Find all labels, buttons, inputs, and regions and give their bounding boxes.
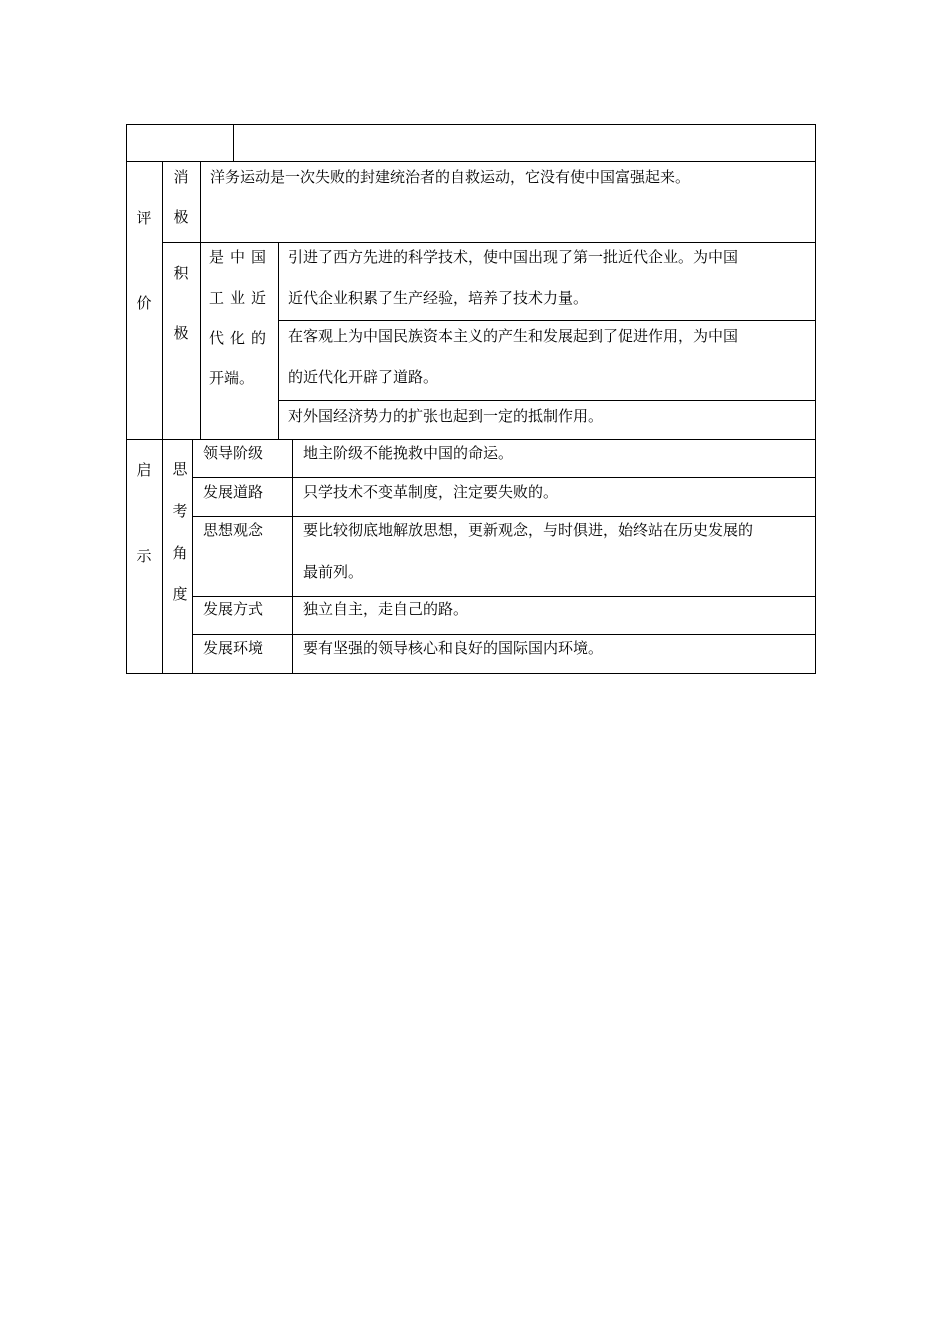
negative-label-char: 极 xyxy=(173,208,189,226)
positive-point-line: 的近代化开辟了道路。 xyxy=(288,368,439,386)
positive-label-char: 积 xyxy=(173,264,189,282)
aspect-text: 独立自主，走自己的路。 xyxy=(303,600,469,618)
aspect-label: 发展道路 xyxy=(203,483,264,501)
positive-point-line: 近代企业积累了生产经验，培养了技术力量。 xyxy=(288,289,589,307)
aspect-text: 只学技术不变革制度，注定要失败的。 xyxy=(303,483,559,501)
aspect-text: 要比较彻底地解放思想，更新观念，与时俱进，始终站在历史发展的 xyxy=(303,521,754,539)
positive-summary-line: 开端。 xyxy=(209,369,255,387)
angle-label-char: 度 xyxy=(172,585,188,603)
aspect-text: 地主阶级不能挽救中国的命运。 xyxy=(303,444,514,462)
angle-label-char: 角 xyxy=(172,544,188,562)
aspect-text: 要有坚强的领导核心和良好的国际国内环境。 xyxy=(303,639,604,657)
positive-point-line: 引进了西方先进的科学技术，使中国出现了第一批近代企业。为中国 xyxy=(288,248,739,266)
inspiration-label-char: 示 xyxy=(136,547,152,565)
aspect-label: 思想观念 xyxy=(203,521,264,539)
negative-text: 洋务运动是一次失败的封建统治者的自救运动，它没有使中国富强起来。 xyxy=(210,168,691,186)
inspiration-label-char: 启 xyxy=(136,461,152,479)
aspect-label: 发展环境 xyxy=(203,639,264,657)
positive-label-char: 极 xyxy=(173,324,189,342)
evaluation-label-char: 价 xyxy=(136,294,152,312)
positive-summary-line: 工业近 xyxy=(209,289,273,307)
positive-summary-line: 代化的 xyxy=(209,329,273,347)
evaluation-label-char: 评 xyxy=(136,209,152,227)
negative-label-char: 消 xyxy=(173,168,189,186)
angle-label-char: 考 xyxy=(172,502,188,520)
angle-label-char: 思 xyxy=(172,460,188,478)
aspect-label: 发展方式 xyxy=(203,600,264,618)
positive-point-line: 对外国经济势力的扩张也起到一定的抵制作用。 xyxy=(288,407,604,425)
aspect-label: 领导阶级 xyxy=(203,444,264,462)
positive-point-line: 在客观上为中国民族资本主义的产生和发展起到了促进作用，为中国 xyxy=(288,327,739,345)
aspect-text: 最前列。 xyxy=(303,563,364,581)
positive-summary-line: 是中国 xyxy=(209,248,273,266)
